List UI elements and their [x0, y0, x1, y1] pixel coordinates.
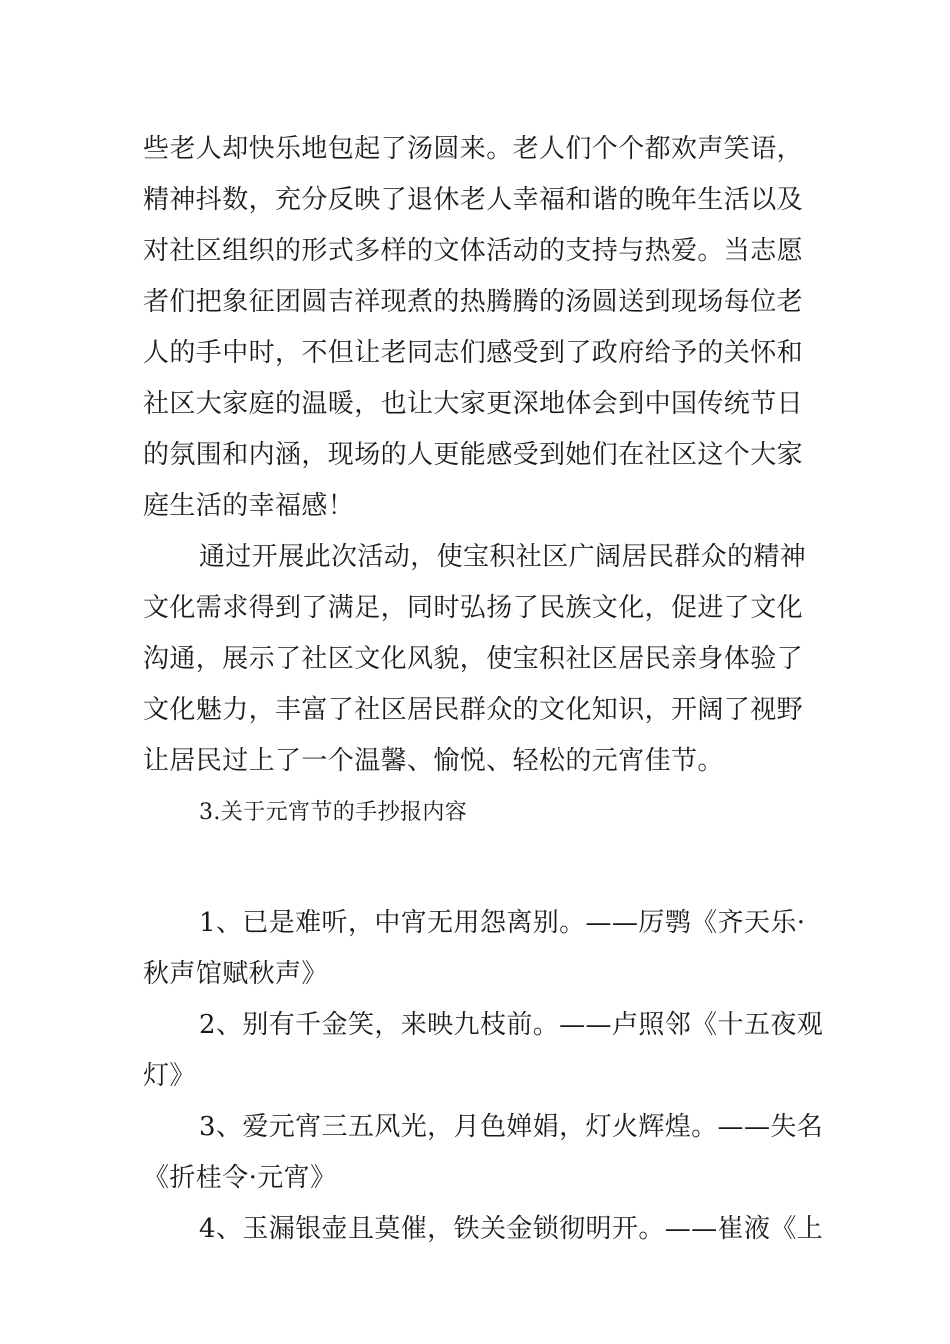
paragraph-2: [143, 532, 808, 787]
poem-list: [143, 898, 824, 1255]
poem-line: 《折桂令·元宵》: [143, 1163, 337, 1193]
text-line: 文化魅力，丰富了社区居民群众的文化知识，开阔了视野: [143, 695, 804, 725]
poem-line: 4、玉漏银壶且莫催，铁关金锁彻明开。——崔液《上: [199, 1214, 824, 1244]
text-line: 让居民过上了一个温馨、愉悦、轻松的元宵佳节。: [143, 746, 724, 776]
text-line: 沟通，展示了社区文化风貌，使宝积社区居民亲身体验了: [143, 644, 804, 674]
text-line: 精神抖数，充分反映了退休老人幸福和谐的晚年生活以及: [143, 185, 804, 215]
document-page: [143, 124, 824, 1255]
spacer: [143, 838, 808, 898]
poem-item: [143, 898, 808, 1000]
text-line: 者们把象征团圆吉祥现煮的热腾腾的汤圆送到现场每位老: [143, 287, 804, 317]
poem-item: [143, 1102, 824, 1204]
poem-line: 灯》: [143, 1061, 196, 1091]
text-line: 人的手中时，不但让老同志们感受到了政府给予的关怀和: [143, 338, 804, 368]
text-line: 对社区组织的形式多样的文体活动的支持与热爱。当志愿: [143, 236, 804, 266]
text-line: 社区大家庭的温暖，也让大家更深地体会到中国传统节日: [143, 389, 804, 419]
text-line: 些老人却快乐地包起了汤圆来。老人们个个都欢声笑语，: [143, 134, 804, 164]
poem-item: [143, 1204, 824, 1255]
text-line: 的氛围和内涵，现场的人更能感受到她们在社区这个大家: [143, 440, 804, 470]
section-heading: 3.关于元宵节的手抄报内容: [199, 800, 468, 825]
text-line: 通过开展此次活动，使宝积社区广阔居民群众的精神: [199, 542, 807, 572]
poem-line: 1、已是难听，中宵无用怨离别。——厉鹗《齐天乐·: [199, 908, 806, 938]
poem-line: 3、爱元宵三五风光，月色婵娟，灯火辉煌。——失名: [199, 1112, 824, 1142]
poem-line: 2、别有千金笑，来映九枝前。——卢照邻《十五夜观: [199, 1010, 824, 1040]
text-line: 文化需求得到了满足，同时弘扬了民族文化，促进了文化: [143, 593, 804, 623]
poem-line: 秋声馆赋秋声》: [143, 959, 328, 989]
paragraph-1: [143, 124, 808, 532]
text-line: 庭生活的幸福感！: [143, 491, 355, 521]
poem-item: [143, 1000, 824, 1102]
